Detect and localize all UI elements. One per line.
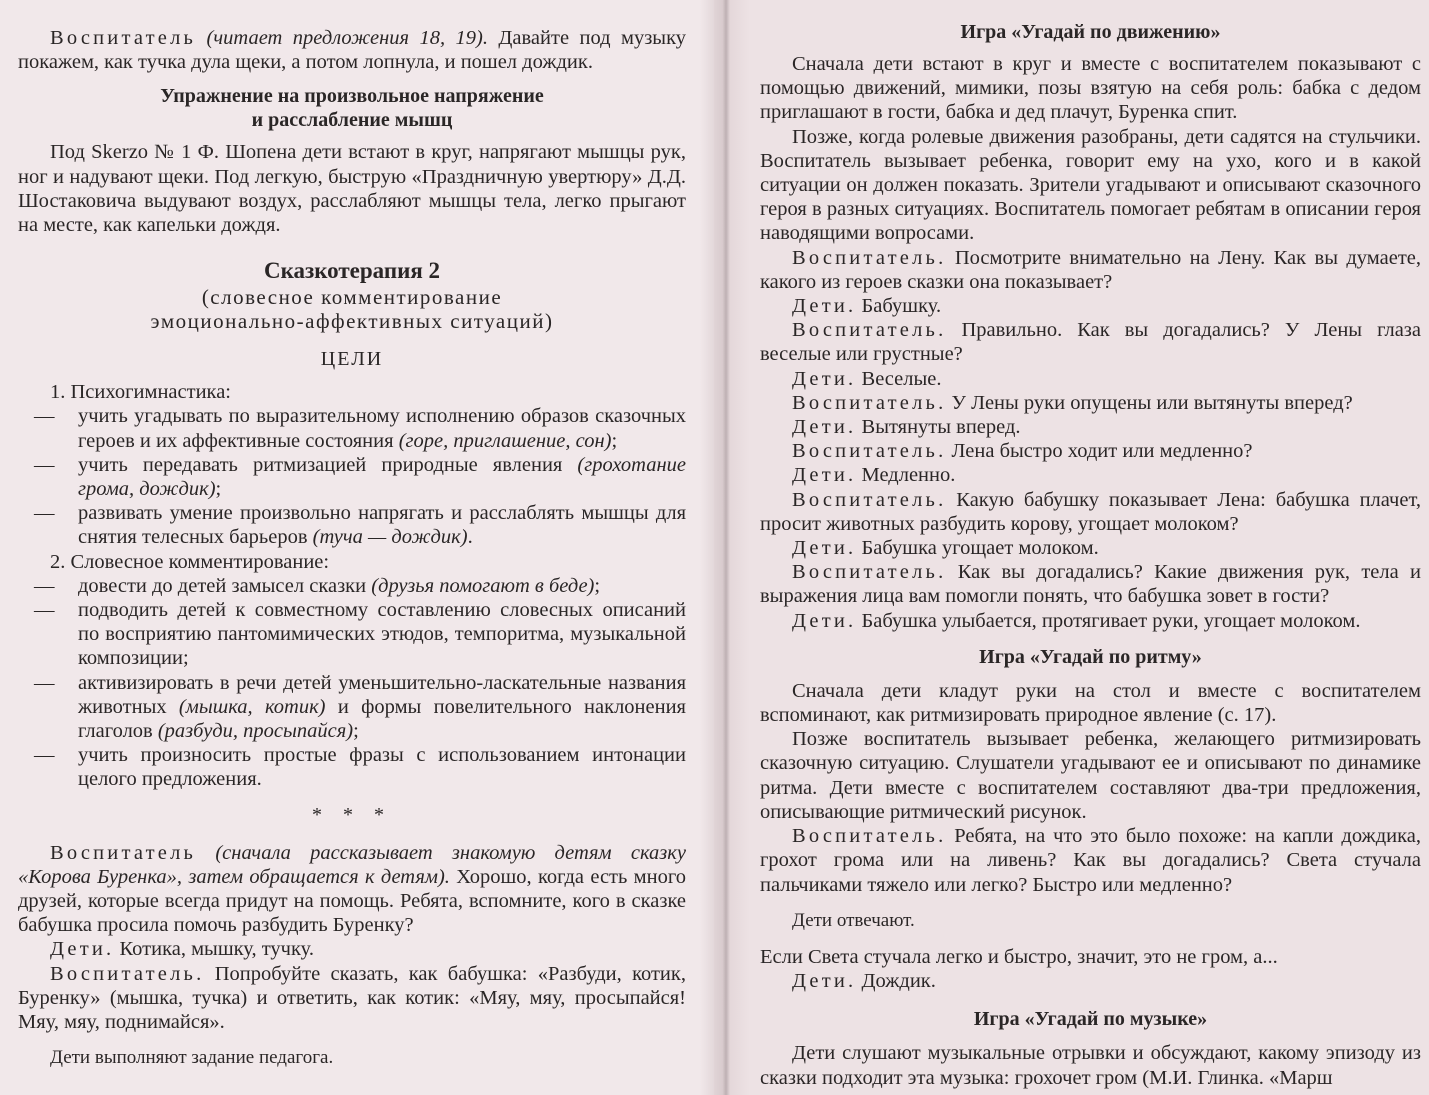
dialog-line: Воспитатель. Лена быстро ходит или медленно?	[792, 440, 1253, 463]
paragraph-text: Давайте под музыку покажем, как тучка дула щеки, а потом лопнула, и пошел дождик.	[18, 27, 687, 74]
game-1-title: Игра «Угадай по движению»	[960, 21, 1221, 43]
section-separator: * * *	[312, 803, 392, 826]
dialog-line: Воспитатель. Ребята, на что это было похоже: на капли дождика, грохот грома или на ливень? Как вы догадались? Света стучала пальчиками тяжело или легко? Быстро или медленно?	[760, 825, 1421, 896]
speaker-label: Воспитатель	[50, 841, 197, 864]
stage-note: Дети отвечают.	[792, 909, 915, 931]
stage-remark: (сначала рассказывает знакомую детям сказку «Корова Буренка», затем обращается к детям).	[18, 841, 686, 888]
dialog-line: Воспитатель. Правильно. Как вы догадались? У Лены глаза веселые или грустные?	[760, 319, 1421, 366]
dialog-line: Воспитатель. Какую бабушку показывает Лена: бабушка плачет, просит животных разбудить корову, угощает молоком?	[760, 488, 1421, 535]
goal-1-item: — развивать умение произвольно напрягать и расслаблять мышцы для снятия телесных барьеров (туча — дождик).	[34, 502, 686, 549]
dialog-line: Воспитатель. Попробуйте сказать, как бабушка: «Разбуди, котик, Буренку» (мышка, тучка) и ответить, как котик: «Мяу, мяу, просыпайся! Мяу, мяу, поднимайся».	[18, 962, 686, 1034]
game-2-line: Если Света стучала легко и быстро, значит, это не гром, а...	[760, 945, 1278, 968]
dialog-line: Дети. Бабушка угощает молоком.	[792, 537, 1099, 560]
teacher-story-paragraph	[18, 841, 686, 938]
right-page	[714, 0, 1429, 1095]
dialog-line: Дети. Бабушка улыбается, протягивает руки, угощает молоком.	[792, 609, 1361, 632]
game-3-title: Игра «Угадай по музыке»	[973, 1008, 1208, 1031]
exercise-title	[18, 84, 686, 132]
stage-remark: (читает предложения 18, 19).	[206, 27, 488, 49]
exercise-text: Под Skerzo № 1 Ф. Шопена дети встают в круг, напрягают мышцы рук, ног и надувают щеки. Под легкую, быструю «Праздничную увертюру» Д.Д. Шостаковича выдувают воздух, расслабляют мышцы тела, легко прыгают на месте, как капельки дождя.	[18, 141, 686, 237]
dialog-line: Воспитатель. У Лены руки опущены или вытянуты вперед?	[792, 391, 1353, 414]
goal-2-title: 2. Словесное комментирование:	[50, 550, 330, 573]
exercise-title-line-2: и расслабление мышц	[251, 109, 453, 132]
goal-1-item: — учить передавать ритмизацией природные явления (грохотание грома, дождик);	[34, 453, 686, 501]
section-subtitle-line-1: (словесное комментирование	[201, 285, 503, 310]
section-subtitle-line-2: эмоционально-аффективных ситуаций)	[150, 309, 554, 334]
dialog-line: Дети. Бабушку.	[792, 295, 942, 318]
left-page	[0, 0, 714, 1095]
dialog-line: Воспитатель. Как вы догадались? Какие движения рук, тела и выражения лица вам помогли понять, что бабушка зовет в гости?	[760, 561, 1421, 608]
game-2-paragraph: Сначала дети кладут руки на стол и вместе с воспитателем вспоминают, как ритмизировать природное явление (с. 17).	[760, 679, 1421, 727]
dialog-line: Дети. Медленно.	[792, 464, 956, 487]
game-2-title: Игра «Угадай по ритму»	[979, 645, 1202, 668]
game-1-paragraph: Позже, когда ролевые движения разобраны, дети садятся на стульчики. Воспитатель вызывает ребенка, говорит ему на ухо, кого и в какой ситуации он должен показать. Зрители угадывают и описывают сказочного героя в разных ситуациях. Воспитатель помогает ребятам в описании героя наводящими вопросами.	[760, 125, 1421, 245]
goal-1-item: — учить угадывать по выразительному исполнению образов сказочных героев и их аффективные состояния (горе, приглашение, сон);	[34, 405, 686, 452]
goal-2-item: — учить произносить простые фразы с использованием интонации целого предложения.	[34, 744, 686, 791]
game-1-paragraph: Сначала дети встают в круг и вместе с воспитателем показывают с помощью движений, мимики, позы взятую на себя роль: бабка с дедом приглашают в гости, бабка и дед плачут, Буренка спит.	[760, 53, 1421, 124]
dialog-line: Воспитатель. Посмотрите внимательно на Лену. Как вы думаете, какого из героев сказки она показывает?	[760, 246, 1421, 293]
goal-2-item: — активизировать в речи детей уменьшительно-ласкательные названия животных (мышка, котик) и формы повелительного наклонения глаголов (разбуди, просыпайся);	[34, 671, 686, 743]
speaker-label: Воспитатель	[50, 27, 197, 49]
goal-2-item: — подводить детей к совместному составлению словесных описаний по восприятию пантомимических этюдов, темпоритма, музыкальной композиции;	[34, 599, 686, 670]
teacher-intro-paragraph	[18, 26, 686, 74]
dialog-line: Дети. Дождик.	[792, 970, 936, 993]
game-2-paragraph: Позже воспитатель вызывает ребенка, желающего ритмизировать сказочную ситуацию. Слушатели угадывают ее и описывают по динамике ритма. Дети вместе с воспитателем составляют два-три предложения, описывающие ритмический рисунок.	[760, 728, 1421, 823]
game-3-paragraph: Дети слушают музыкальные отрывки и обсуждают, какому эпизоду из сказки подходит эта музыка: грохочет гром (М.И. Глинка. «Марш	[760, 1042, 1421, 1089]
section-title: Сказкотерапия 2	[263, 258, 441, 284]
dialog-line: Дети. Вытянуты вперед.	[792, 416, 1021, 439]
goal-2-item: — довести до детей замысел сказки (друзья помогают в беде);	[34, 574, 601, 597]
goals-heading: ЦЕЛИ	[320, 348, 384, 371]
paragraph-text: Хорошо, когда есть много друзей, которые всегда придут на помощь. Ребята, вспомните, кого в сказке бабушка просила помочь разбудить Буренку?	[18, 865, 686, 937]
goal-1-title: 1. Психогимнастика:	[50, 381, 231, 404]
dialog-line: Дети. Веселые.	[792, 367, 942, 390]
exercise-title-line-1: Упражнение на произвольное напряжение	[160, 85, 544, 108]
stage-note: Дети выполняют задание педагога.	[50, 1047, 334, 1069]
dialog-line: Дети. Котика, мышку, тучку.	[50, 938, 314, 961]
